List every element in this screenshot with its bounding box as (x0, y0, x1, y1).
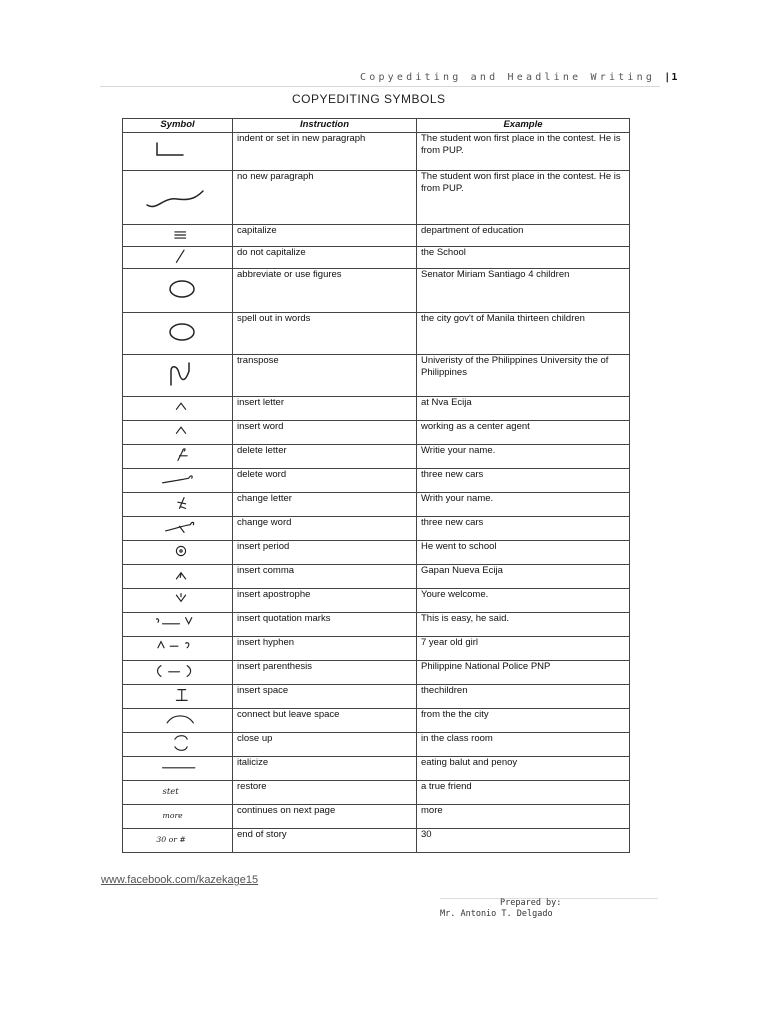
table-row (123, 469, 630, 493)
example-cell: thechildren (417, 685, 630, 709)
instruction-cell: insert parenthesis (233, 661, 417, 685)
example-cell: 7 year old girl (417, 637, 630, 661)
instruction-cell: connect but leave space (233, 709, 417, 733)
caret-icon (123, 397, 233, 421)
indent-icon (123, 133, 233, 171)
example-cell: Youre welcome. (417, 589, 630, 613)
table-row (123, 421, 630, 445)
hyphen-marks-icon (123, 637, 233, 661)
circled-dot-icon (123, 541, 233, 565)
column-header-instruction: Instruction (233, 119, 417, 133)
caret-icon (123, 421, 233, 445)
delete-word-icon (123, 469, 233, 493)
instruction-cell: insert word (233, 421, 417, 445)
document-title: COPYEDITING SYMBOLS (292, 92, 446, 106)
svg-text:more: more (162, 811, 183, 821)
example-cell: Gapan Nueva Ecija (417, 565, 630, 589)
table-row (123, 133, 630, 171)
table-row (123, 685, 630, 709)
instruction-cell: transpose (233, 355, 417, 397)
table-row (123, 589, 630, 613)
table-row (123, 733, 630, 757)
table-row (123, 613, 630, 637)
instruction-cell: restore (233, 781, 417, 805)
example-cell: more (417, 805, 630, 829)
column-header-symbol: Symbol (123, 119, 233, 133)
instruction-cell: spell out in words (233, 313, 417, 355)
change-word-icon (123, 517, 233, 541)
example-cell: Philippine National Police PNP (417, 661, 630, 685)
example-cell: from the the city (417, 709, 630, 733)
instruction-cell: delete letter (233, 445, 417, 469)
instruction-cell: insert comma (233, 565, 417, 589)
example-cell: the School (417, 247, 630, 269)
table-header-row (123, 119, 630, 133)
change-letter-icon (123, 493, 233, 517)
instruction-cell: capitalize (233, 225, 417, 247)
instruction-cell: insert letter (233, 397, 417, 421)
instruction-cell: insert hyphen (233, 637, 417, 661)
example-cell: 30 (417, 829, 630, 853)
table-row (123, 247, 630, 269)
slash-icon (123, 247, 233, 269)
stet-icon (123, 781, 233, 805)
instruction-cell: no new paragraph (233, 171, 417, 225)
instruction-cell: italicize (233, 757, 417, 781)
example-cell: at Nva Ecija (417, 397, 630, 421)
example-cell: a true friend (417, 781, 630, 805)
thirty-icon (123, 829, 233, 853)
table-row (123, 781, 630, 805)
table-row (123, 313, 630, 355)
facebook-link[interactable]: www.facebook.com/kazekage15 (101, 874, 259, 886)
instruction-cell: end of story (233, 829, 417, 853)
example-cell: eating balut and penoy (417, 757, 630, 781)
example-cell: working as a center agent (417, 421, 630, 445)
example-cell: Senator Miriam Santiago 4 children (417, 269, 630, 313)
instruction-cell: continues on next page (233, 805, 417, 829)
example-cell: Writie your name. (417, 445, 630, 469)
example-cell: The student won first place in the contest. He is from PUP. (417, 133, 630, 171)
table-row (123, 445, 630, 469)
table-row (123, 225, 630, 247)
svg-text:stet: stet (162, 786, 179, 797)
table-row (123, 269, 630, 313)
example-cell: three new cars (417, 517, 630, 541)
prepared-by-block (440, 898, 561, 920)
instruction-cell: abbreviate or use figures (233, 269, 417, 313)
space-mark-icon (123, 685, 233, 709)
prepared-label: Prepared by: (500, 898, 562, 908)
example-cell: This is easy, he said. (417, 613, 630, 637)
page-number: 1 (671, 72, 679, 83)
instruction-cell: close up (233, 733, 417, 757)
running-title: Copyediting and Headline Writing (360, 72, 656, 83)
transpose-icon (123, 355, 233, 397)
instruction-cell: change letter (233, 493, 417, 517)
instruction-cell: delete word (233, 469, 417, 493)
svg-text:30 or #: 30 or # (156, 835, 186, 845)
example-cell: department of education (417, 225, 630, 247)
header-separator: | (664, 72, 672, 83)
example-cell: Univeristy of the Philippines University the of Philippines (417, 355, 630, 397)
instruction-cell: insert space (233, 685, 417, 709)
table-row (123, 493, 630, 517)
example-cell: Writh your name. (417, 493, 630, 517)
prepared-name: Mr. Antonio T. Delgado (440, 909, 553, 919)
table-row (123, 829, 630, 853)
table-row (123, 397, 630, 421)
circle-icon (123, 313, 233, 355)
example-cell: three new cars (417, 469, 630, 493)
table-row (123, 637, 630, 661)
close-up-icon (123, 733, 233, 757)
instruction-cell: change word (233, 517, 417, 541)
table-row (123, 757, 630, 781)
quote-marks-icon (123, 613, 233, 637)
circle-icon (123, 269, 233, 313)
running-header (360, 72, 679, 83)
copyediting-symbols-table (122, 118, 630, 853)
example-cell: in the class room (417, 733, 630, 757)
example-cell: He went to school (417, 541, 630, 565)
header-rule (100, 86, 660, 87)
table-row (123, 517, 630, 541)
triple-underline-icon (123, 225, 233, 247)
table-row (123, 661, 630, 685)
instruction-cell: do not capitalize (233, 247, 417, 269)
instruction-cell: insert apostrophe (233, 589, 417, 613)
instruction-cell: insert quotation marks (233, 613, 417, 637)
column-header-example: Example (417, 119, 630, 133)
instruction-cell: insert period (233, 541, 417, 565)
table-row (123, 565, 630, 589)
instruction-cell: indent or set in new paragraph (233, 133, 417, 171)
arc-icon (123, 709, 233, 733)
example-cell: the city gov't of Manila thirteen children (417, 313, 630, 355)
example-cell: The student won first place in the contest. He is from PUP. (417, 171, 630, 225)
underline-icon (123, 757, 233, 781)
parenthesis-marks-icon (123, 661, 233, 685)
comma-caret-icon (123, 565, 233, 589)
table-row (123, 709, 630, 733)
table-row (123, 171, 630, 225)
run-in-icon (123, 171, 233, 225)
delete-letter-icon (123, 445, 233, 469)
more-icon (123, 805, 233, 829)
table-row (123, 541, 630, 565)
table-row (123, 805, 630, 829)
apostrophe-caret-icon (123, 589, 233, 613)
table-row (123, 355, 630, 397)
